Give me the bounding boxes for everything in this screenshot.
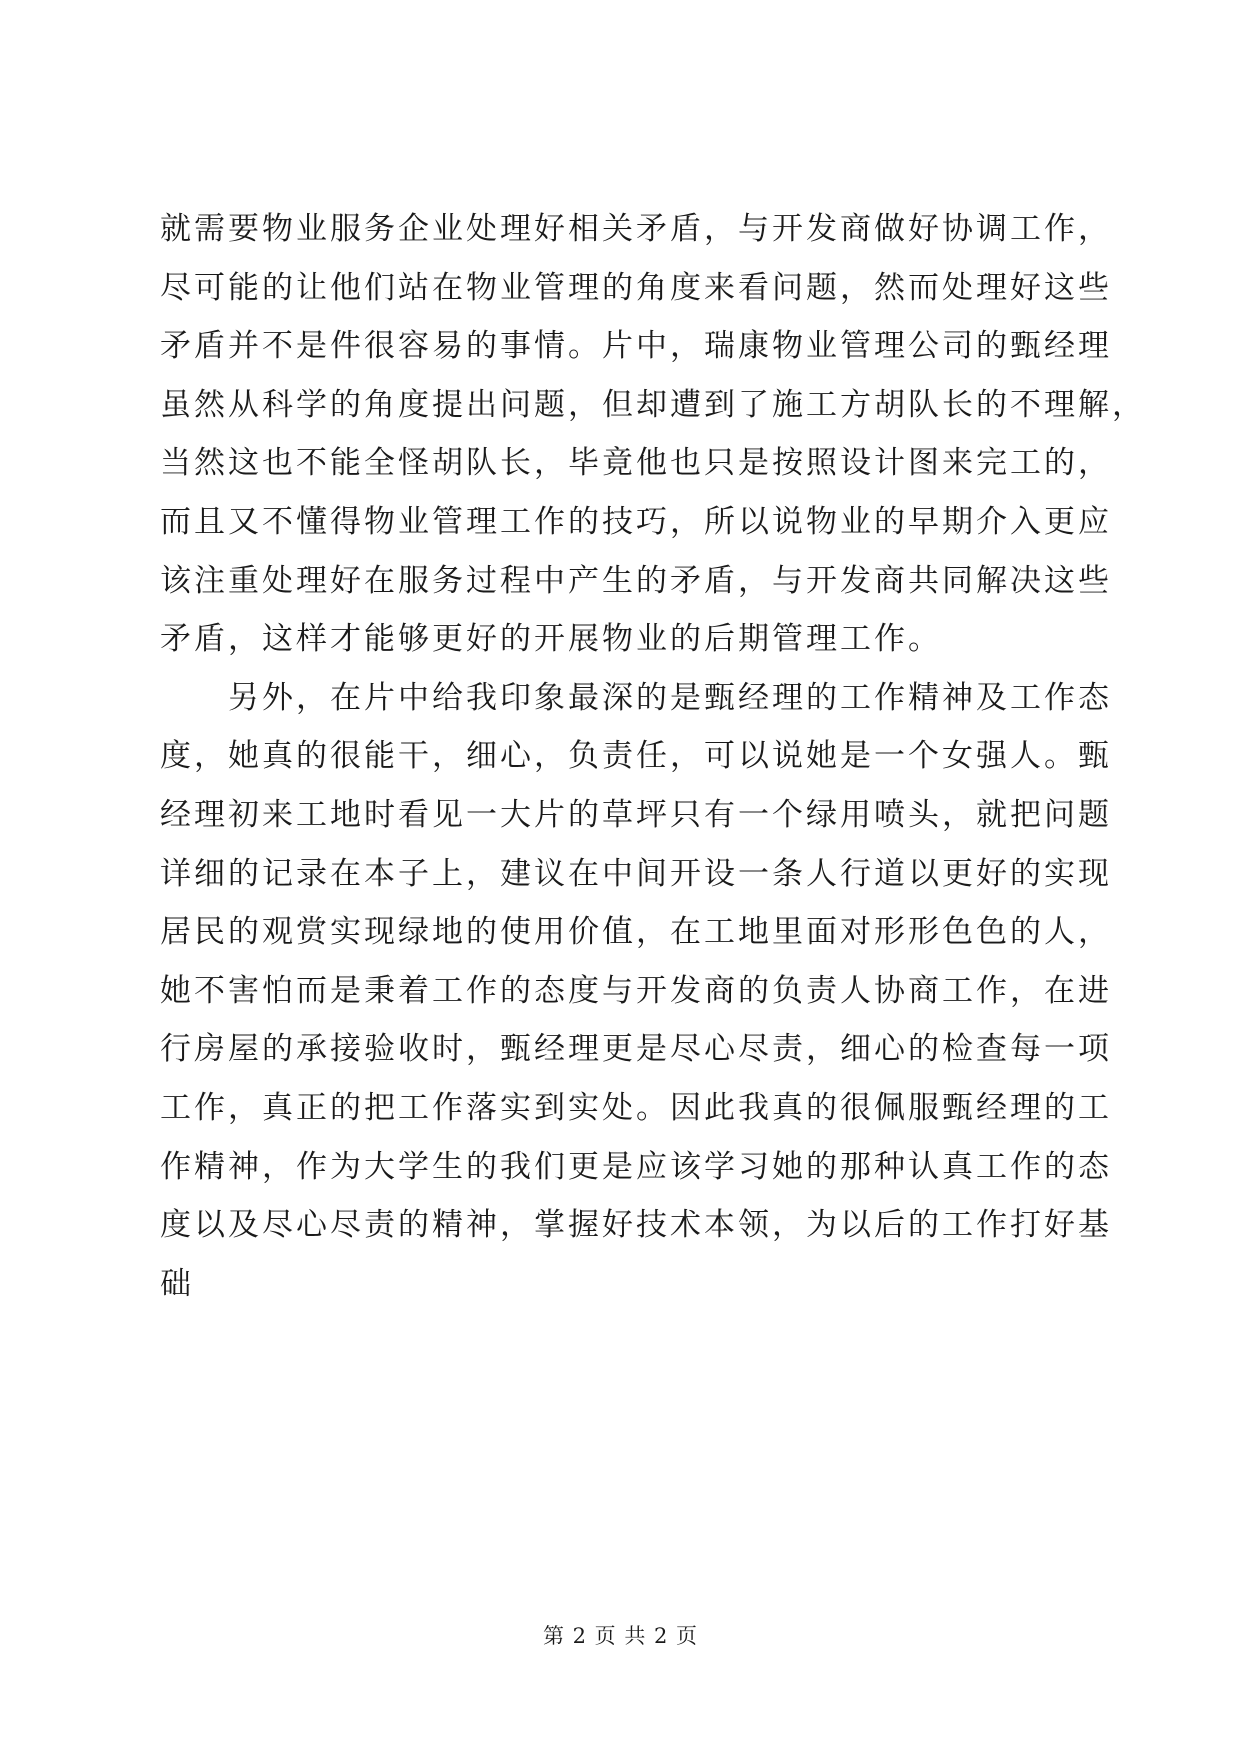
text-line: 就需要物业服务企业处理好相关矛盾，与开发商做好协调工作， bbox=[160, 211, 1112, 247]
text-line: 虽然从科学的角度提出问题，但却遭到了施工方胡队长的不理解， bbox=[160, 386, 1146, 423]
text-line: 详细的记录在本子上，建议在中间开设一条人行道以更好的实现 bbox=[160, 855, 1112, 892]
text-line: 础 bbox=[160, 1265, 194, 1302]
text-line: 工作，真正的把工作落实到实处。因此我真的很佩服甄经理的工 bbox=[160, 1089, 1112, 1126]
text-line: 作精神，作为大学生的我们更是应该学习她的那种认真工作的态 bbox=[160, 1148, 1112, 1185]
text-line: 矛盾并不是件很容易的事情。片中，瑞康物业管理公司的甄经理 bbox=[160, 328, 1112, 365]
text-line: 另外，在片中给我印象最深的是甄经理的工作精神及工作态 bbox=[228, 679, 1112, 716]
text-line: 行房屋的承接验收时，甄经理更是尽心尽责，细心的检查每一项 bbox=[160, 1031, 1112, 1068]
text-line: 而且又不懂得物业管理工作的技巧，所以说物业的早期介入更应 bbox=[160, 503, 1112, 540]
text-line: 度以及尽心尽责的精神，掌握好技术本领，为以后的工作打好基 bbox=[160, 1207, 1112, 1244]
text-line: 经理初来工地时看见一大片的草坪只有一个绿用喷头，就把问题 bbox=[160, 796, 1112, 833]
text-line: 矛盾，这样才能够更好的开展物业的后期管理工作。 bbox=[160, 621, 942, 658]
paragraph-2 bbox=[160, 669, 1112, 1314]
text-line: 当然这也不能全怪胡队长，毕竟他也只是按照设计图来完工的， bbox=[160, 445, 1112, 482]
document-body bbox=[160, 200, 1146, 1313]
text-line: 她不害怕而是秉着工作的态度与开发商的负责人协商工作，在进 bbox=[160, 972, 1112, 1009]
text-line: 居民的观赏实现绿地的使用价值，在工地里面对形形色色的人， bbox=[160, 914, 1112, 951]
text-line: 该注重处理好在服务过程中产生的矛盾，与开发商共同解决这些 bbox=[160, 562, 1112, 599]
text-line: 度，她真的很能干，细心，负责任，可以说她是一个女强人。甄 bbox=[160, 738, 1112, 775]
text-line: 尽可能的让他们站在物业管理的角度来看问题，然而处理好这些 bbox=[160, 269, 1112, 306]
page-number-footer: 第 2 页 共 2 页 bbox=[542, 1624, 699, 1648]
paragraph-1 bbox=[160, 200, 1146, 669]
